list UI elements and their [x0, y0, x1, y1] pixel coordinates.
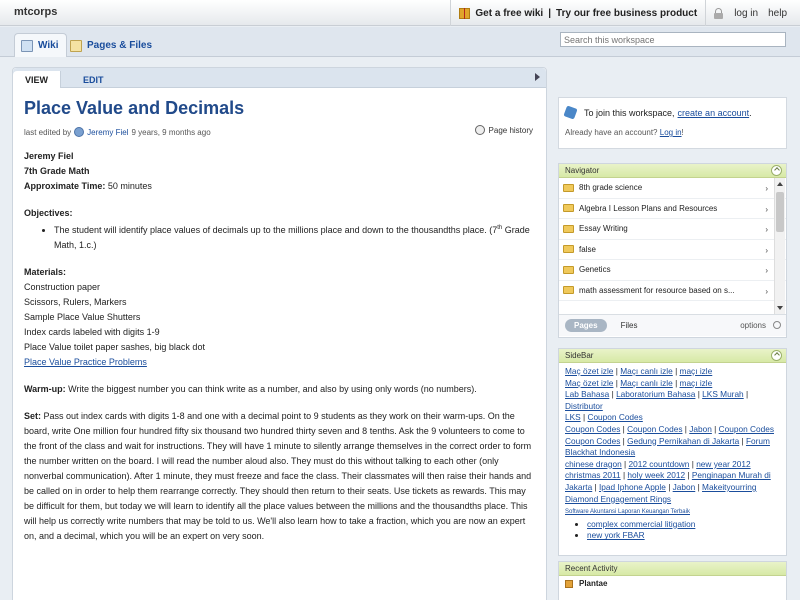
sidebar-link[interactable]: Maç özet izle — [565, 366, 614, 376]
list-item[interactable]: math assessment for resource based on s... › — [559, 281, 786, 302]
author-name: Jeremy Fiel — [24, 151, 74, 161]
tab-pages-files[interactable] — [63, 33, 161, 57]
join-icon — [563, 105, 577, 119]
sidebar-link[interactable]: Jabon — [689, 423, 712, 434]
list-item: Sample Place Value Shutters — [24, 312, 141, 322]
divider: | — [685, 470, 692, 481]
sidebar-link[interactable]: Jabon — [672, 481, 696, 492]
sidebar-link-row — [565, 470, 780, 482]
sidebar-link-row — [565, 424, 780, 436]
sidebar-link[interactable]: Coupon Codes — [565, 423, 621, 434]
folder-icon — [563, 184, 574, 192]
sidebar-link[interactable]: Diamond Engagement Rings — [565, 493, 672, 504]
objectives-heading: Objectives: — [24, 208, 73, 218]
navigator-footer — [559, 314, 786, 336]
get-free-wiki-link[interactable]: Get a free wiki — [475, 7, 544, 19]
join-workspace-box: To join this workspace, create an account . Already have an account? Log in! — [558, 97, 787, 149]
list-item[interactable]: 8th grade science › — [559, 178, 786, 199]
folder-icon — [563, 286, 574, 294]
sidebar-link[interactable]: LKS Murah — [702, 389, 744, 400]
sidebar-title: SideBar — [565, 351, 594, 360]
sidebar-link[interactable]: Ipad Iphone Apple — [598, 481, 666, 492]
sidebar-link-row — [565, 389, 780, 412]
sidebar-link[interactable]: new year 2012 — [696, 458, 751, 469]
divider: | — [621, 458, 629, 469]
sidebar-link[interactable]: Jakarta — [565, 481, 593, 492]
recent-activity-header — [559, 562, 786, 576]
main-panel — [12, 67, 547, 600]
page-history-link[interactable] — [475, 125, 533, 135]
sidebar-link[interactable]: Coupon Codes — [587, 412, 643, 423]
tab-pages-files-label: Pages & Files — [87, 40, 153, 51]
help-link[interactable]: help — [768, 7, 787, 19]
sidebar-link[interactable]: Lab Bahasa — [565, 389, 610, 400]
pages-toggle[interactable]: Pages — [565, 319, 607, 332]
gift-icon — [459, 8, 470, 19]
options-link[interactable]: options — [740, 321, 766, 330]
divider: | — [739, 435, 746, 446]
time-value: 50 minutes — [107, 181, 152, 191]
view-edit-bar — [13, 68, 546, 88]
author-link[interactable]: Jeremy Fiel — [87, 127, 129, 137]
chevron-right-icon: › — [765, 266, 768, 275]
recent-activity-panel — [558, 561, 787, 600]
chevron-right-icon: › — [765, 184, 768, 193]
sidebar-link-row — [565, 378, 780, 390]
business-product-link[interactable]: Try our free business product — [556, 7, 698, 19]
list-item[interactable]: false › — [559, 240, 786, 261]
page-history-label: Page history — [488, 125, 533, 135]
navigator-header — [559, 164, 786, 178]
recent-item-label: Plantae — [579, 579, 608, 588]
sidebar-link[interactable]: Coupon Codes — [627, 423, 683, 434]
list-item: Construction paper — [24, 282, 101, 292]
sidebar-link[interactable]: Distributor — [565, 400, 603, 411]
grade-label: 7th Grade Math — [24, 166, 90, 176]
sidebar-link[interactable]: Software Akuntansi Laporan Keuangan Terbaik — [565, 509, 690, 516]
brand-name[interactable]: mtcorps — [14, 6, 58, 18]
divider: | — [620, 423, 628, 434]
divider: | — [620, 470, 628, 481]
collapse-arrow-icon[interactable] — [535, 73, 540, 81]
tab-view[interactable]: VIEW — [13, 71, 61, 88]
divider: | — [609, 389, 617, 400]
sidebar-link[interactable]: Gedung Pernikahan di Jakarta — [627, 435, 740, 446]
divider: | — [613, 366, 621, 376]
sidebar-link[interactable]: Laboratorium Bahasa — [616, 389, 696, 400]
practice-problems-link[interactable]: Place Value Practice Problems — [24, 357, 147, 367]
divider: | — [592, 481, 599, 492]
warmup-heading: Warm-up: — [24, 384, 66, 394]
navigator-panel — [558, 163, 787, 338]
tab-edit[interactable]: EDIT — [83, 74, 104, 85]
folder-icon — [563, 204, 574, 212]
list-item: Index cards labeled with digits 1-9 — [24, 327, 160, 337]
sidebar-link-row — [565, 366, 780, 378]
chevron-right-icon: › — [765, 225, 768, 234]
list-item — [587, 519, 780, 531]
divider: | — [695, 389, 703, 400]
list-item — [587, 530, 780, 542]
time-label: Approximate Time: — [24, 181, 106, 191]
sidebar-link[interactable]: Maç özet izle — [565, 377, 614, 388]
sidebar-link[interactable]: christmas 2011 — [565, 470, 621, 481]
sidebar-link[interactable]: new york FBAR — [587, 530, 645, 541]
collapse-icon[interactable] — [771, 165, 782, 176]
warmup-text: Write the biggest number you can think write as a number, and also by using only words (no numbers). — [65, 384, 477, 394]
sidebar-link[interactable]: Makeityourring — [702, 481, 757, 492]
scroll-up-icon[interactable] — [777, 182, 783, 186]
user-icon — [74, 127, 84, 137]
sidebar-links — [559, 363, 786, 545]
sidebar-link-row — [565, 494, 780, 506]
sidebar-link[interactable]: complex commercial litigation — [587, 518, 696, 529]
sidebar-link-row — [565, 482, 780, 494]
divider: | — [695, 481, 703, 492]
sidebar-link[interactable]: maçı izle — [679, 377, 713, 388]
sidebar-link[interactable]: maçı izle — [679, 366, 713, 376]
top-right-links — [450, 0, 800, 26]
divider: | — [613, 377, 621, 388]
login-link[interactable]: log in — [734, 7, 759, 19]
sidebar-link[interactable]: chinese dragon — [565, 458, 622, 469]
list-item: Scissors, Rulers, Markers — [24, 297, 127, 307]
divider: | — [689, 458, 697, 469]
sidebar-link[interactable]: 2012 countdown — [628, 458, 690, 469]
sidebar-link[interactable]: LKS — [565, 412, 581, 423]
objectives-list — [54, 221, 535, 253]
set-heading: Set: — [24, 411, 42, 421]
list-item: • The student will identify place values of decimals up to the millions place and down to the thousandths place. (7th Grade Math, 1.c.) — [54, 221, 535, 253]
top-bar — [0, 0, 800, 26]
create-account-link[interactable]: create an account — [677, 107, 750, 118]
sidebar-link-row — [565, 459, 780, 471]
promo-links — [450, 0, 705, 26]
lock-icon — [714, 8, 723, 19]
page-title: Place Value and Decimals — [24, 98, 245, 118]
sidebar-link-row — [565, 447, 780, 459]
navigator-list — [559, 178, 786, 314]
tab-wiki[interactable] — [14, 33, 67, 57]
meta-time: 9 years, 9 months ago — [131, 127, 211, 137]
sidebar-link[interactable]: Maçı canlı izle — [620, 366, 673, 376]
page-content — [13, 88, 546, 552]
files-toggle[interactable]: Files — [620, 321, 638, 330]
search-input[interactable] — [560, 32, 786, 47]
sidebar-link[interactable]: Blackhat Indonesia — [565, 447, 636, 458]
list-item[interactable]: Genetics › — [559, 260, 786, 281]
account-links — [705, 0, 800, 26]
chevron-right-icon: › — [765, 204, 768, 214]
scroll-down-icon[interactable] — [777, 306, 783, 310]
materials-heading: Materials: — [24, 267, 67, 277]
sidebar-link[interactable]: Maçı canlı izle — [620, 377, 673, 388]
navigator-title: Navigator — [565, 166, 600, 175]
sidebar-link[interactable]: Penginapan Murah di — [691, 470, 771, 481]
sidebar-link-row — [565, 436, 780, 448]
divider: | — [620, 435, 628, 446]
divider: | — [743, 389, 749, 400]
sidebar-link[interactable]: Coupon Codes — [718, 423, 774, 434]
folder-icon — [563, 225, 574, 233]
sidebar-link-row — [565, 412, 780, 424]
workspace-tabs — [0, 27, 800, 57]
page-meta — [24, 127, 535, 137]
chevron-right-icon: › — [765, 286, 768, 296]
sidebar-link[interactable]: Coupon Codes — [565, 435, 621, 446]
page-body — [24, 149, 535, 544]
navigator-scrollbar[interactable] — [774, 178, 785, 314]
sidebar-link[interactable]: Forum — [745, 435, 770, 446]
collapse-icon[interactable] — [771, 350, 782, 361]
sidebar-link[interactable]: holy week 2012 — [627, 470, 686, 481]
pages-icon — [70, 40, 82, 52]
sidebar-panel — [558, 348, 787, 556]
resize-icon[interactable] — [773, 321, 781, 329]
divider: | — [672, 377, 680, 388]
sidebar-header — [559, 349, 786, 363]
list-item[interactable]: Algebra I Lesson Plans and Resources › — [559, 199, 786, 220]
clock-icon — [475, 125, 485, 135]
list-item[interactable]: Essay Writing › — [559, 219, 786, 240]
join-text: To join this workspace, — [584, 107, 675, 118]
sidebar-bullet-list — [587, 519, 780, 542]
divider: | — [672, 366, 680, 376]
folder-icon — [563, 245, 574, 253]
sidebar-login-link[interactable]: Log in — [659, 128, 682, 137]
divider: | — [665, 481, 673, 492]
tab-wiki-label: Wiki — [38, 40, 59, 51]
folder-icon — [563, 266, 574, 274]
list-item[interactable] — [559, 576, 786, 591]
scroll-thumb[interactable] — [776, 192, 784, 232]
meta-prefix: last edited by — [24, 127, 72, 137]
divider: | — [682, 423, 690, 434]
page-icon — [565, 580, 573, 588]
have-account-text: Already have an account? — [565, 128, 658, 137]
divider: | — [711, 423, 719, 434]
divider: | — [548, 7, 552, 19]
wiki-icon — [21, 40, 33, 52]
set-text: Pass out index cards with digits 1-8 and one with a decimal point to 9 students as they work on their warm-ups. On the board, write One million four hundred fifty six thousand two hundred thirty seven and 8 tenths. Ask the 9 volunteers to come to the front of the class and wait for instructions. They will have 1 minute to silently arrange themselves in the correct order to form the number written on the board. I will read the number aloud also. They must do this without talking to each other (only nonverbal communication). After 1 minute, they must freeze and face the class. Their classmates will then raise their hands and be called on in order to help them rearrange correctly. They should then return to their seats. Use tickets as rewards. This may be difficult for them, but today we will learn to identify all the place values between the millions and the thousandths place. This will help us correctly write numbers that may be told to us. We'll also learn how to take a fraction, which you are now an expert on, and a decimal, which you will be an expert on very soon. — [24, 411, 532, 541]
divider: | — [580, 412, 588, 423]
recent-activity-title: Recent Activity — [565, 564, 618, 573]
list-item: Place Value toilet paper sashes, big black dot — [24, 342, 205, 352]
chevron-right-icon: › — [765, 245, 768, 255]
